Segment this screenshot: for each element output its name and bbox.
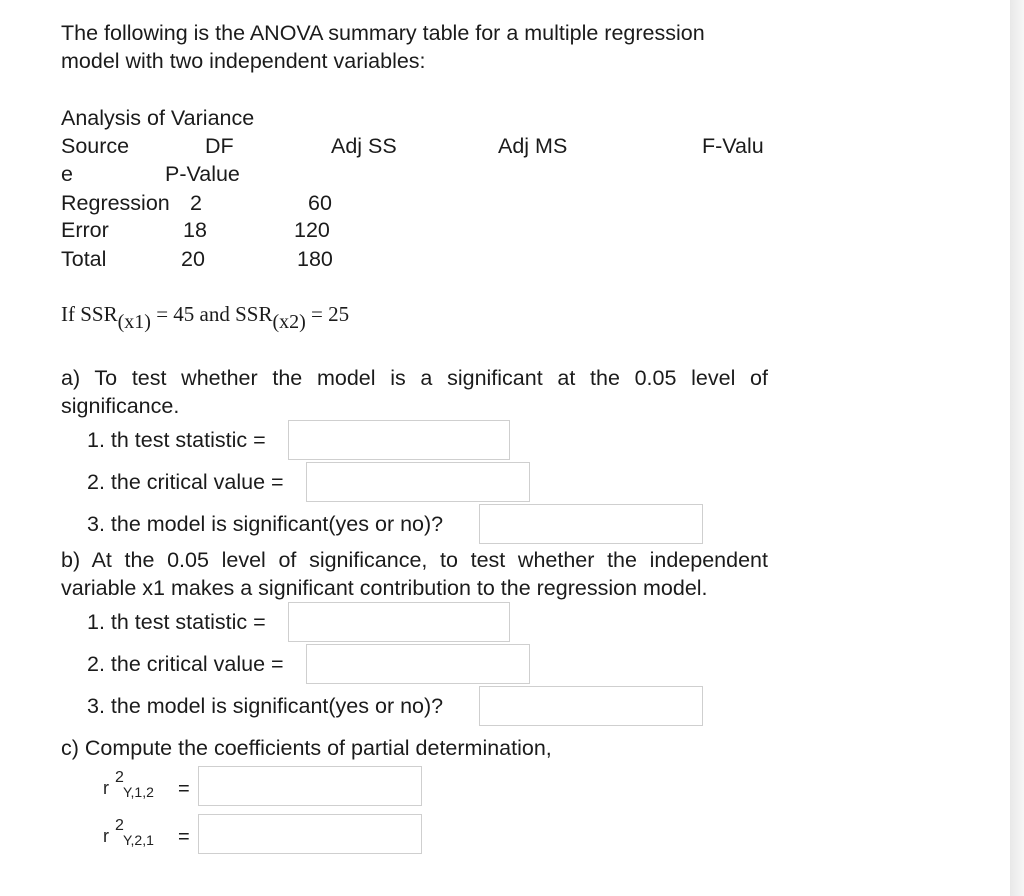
intro-line-2: model with two independent variables:	[61, 49, 426, 73]
r-squared-y21-input[interactable]	[198, 814, 422, 854]
header-p-value: P-Value	[165, 162, 240, 186]
row-source: Regression	[61, 191, 170, 215]
part-b-significant-input[interactable]	[479, 686, 703, 726]
part-b-test-statistic-input[interactable]	[288, 602, 510, 642]
r-sub: Y,1,2	[123, 784, 154, 800]
part-b-prompt-line-2: variable x1 makes a significant contribution to the regression model.	[61, 576, 708, 600]
r-base: r	[103, 778, 109, 798]
part-b-critical-value-input[interactable]	[306, 644, 530, 684]
header-source: Source	[61, 134, 130, 158]
r-sub: Y,2,1	[123, 832, 154, 848]
row-df: 2	[190, 191, 202, 215]
part-a-q1-label: 1. th test statistic =	[87, 428, 266, 452]
part-b-prompt-line-1: b) At the 0.05 level of significance, to test whether the independent	[61, 548, 768, 572]
part-b-q3-label: 3. the model is significant(yes or no)?	[87, 694, 444, 718]
given-suffix: = 25	[305, 302, 350, 326]
header-adj-ms: Adj MS	[498, 134, 568, 158]
intro-line-1: The following is the ANOVA summary table for a multiple regression	[61, 21, 705, 45]
row-adj-ss: 60	[308, 191, 332, 215]
row-source: Total	[61, 247, 107, 271]
r-squared-y12-equals: =	[178, 778, 190, 800]
anova-title: Analysis of Variance	[61, 106, 255, 130]
part-a-q3-label: 3. the model is significant(yes or no)?	[87, 512, 444, 536]
part-a-test-statistic-input[interactable]	[288, 420, 510, 460]
header-adj-ss: Adj SS	[331, 134, 397, 158]
r-squared-y12-label	[103, 769, 154, 800]
part-a-significant-input[interactable]	[479, 504, 703, 544]
header-f-value: F-Valu	[702, 134, 764, 158]
part-a-prompt-line-2: significance.	[61, 394, 180, 418]
given-prefix: If SSR	[61, 302, 118, 326]
part-c-prompt: c) Compute the coefficients of partial determination,	[61, 736, 552, 760]
r-sup: 2	[115, 769, 124, 786]
given-sub-x1: (x1)	[117, 311, 151, 333]
row-df: 20	[181, 247, 205, 271]
row-df: 18	[183, 218, 207, 242]
r-squared-y12-input[interactable]	[198, 766, 422, 806]
row-adj-ss: 120	[294, 218, 330, 242]
r-squared-y21-equals: =	[178, 826, 190, 848]
page-edge	[1010, 0, 1024, 896]
given-mid: = 45 and SSR	[150, 302, 273, 326]
r-base: r	[103, 826, 109, 846]
r-squared-y21-label	[103, 817, 154, 848]
part-a-critical-value-input[interactable]	[306, 462, 530, 502]
row-source: Error	[61, 218, 109, 242]
part-a-q2-label: 2. the critical value =	[87, 470, 284, 494]
r-sup: 2	[115, 817, 124, 834]
part-b-q1-label: 1. th test statistic =	[87, 610, 266, 634]
part-b-q2-label: 2. the critical value =	[87, 652, 284, 676]
header-df: DF	[205, 134, 234, 158]
given-sub-x2: (x2)	[272, 311, 306, 333]
part-a-prompt-line-1: a) To test whether the model is a significant at the 0.05 level of	[61, 366, 768, 390]
row-adj-ss: 180	[297, 247, 333, 271]
header-f-value-wrap: e	[61, 162, 73, 186]
given-ssr-statement	[61, 300, 350, 333]
